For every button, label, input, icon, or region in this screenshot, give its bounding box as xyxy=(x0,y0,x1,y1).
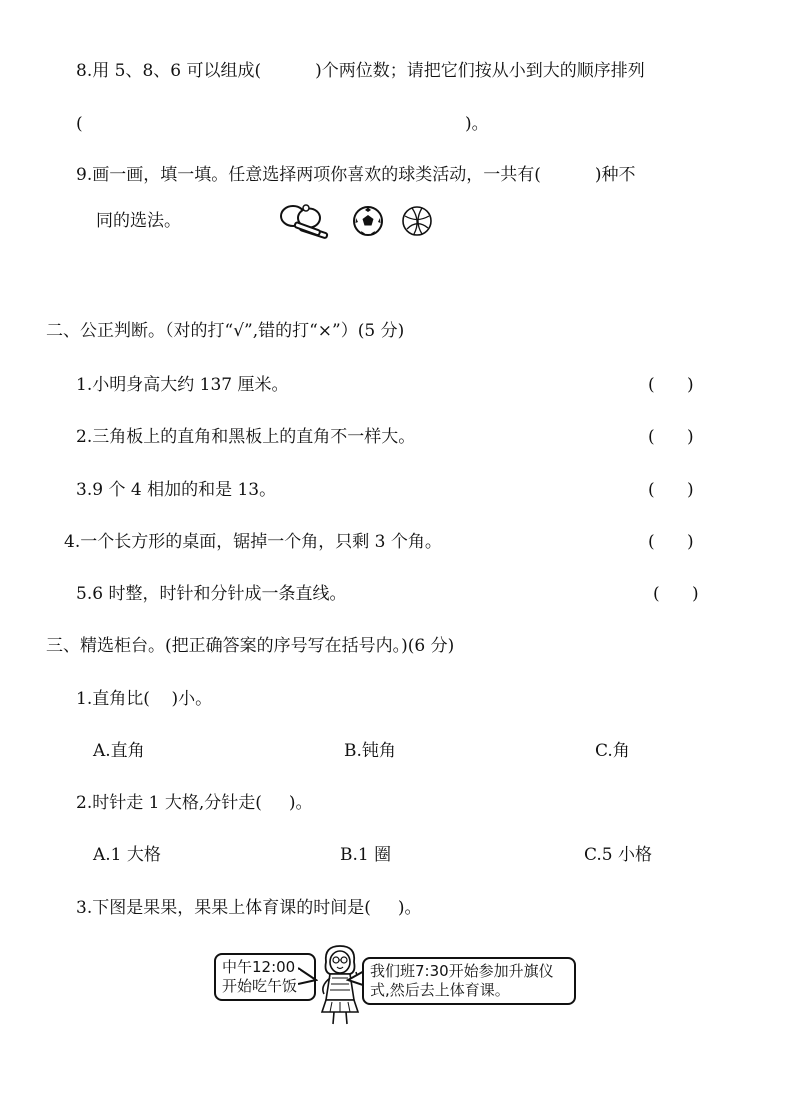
judge-item-5: 5.6 时整，时针和分针成一条直线。 xyxy=(76,584,347,604)
question-9-line-1: 9.画一画，填一填。任意选择两项你喜欢的球类活动，一共有( )种不 xyxy=(76,165,636,185)
choose-question-3: 3.下图是果果，果果上体育课的时间是( )。 xyxy=(76,898,422,918)
speech-bubble-lunch-line-1: 中午12:00 xyxy=(222,958,296,976)
choose-q2-option-b: B.1 圈 xyxy=(340,845,392,865)
speech-bubble-flag-line-1: 我们班7:30开始参加升旗仪 xyxy=(370,962,554,980)
choose-q2-option-c: C.5 小格 xyxy=(584,845,653,865)
judge-item-2-answer-blank: ( ) xyxy=(648,427,694,447)
judge-item-1-answer-blank: ( ) xyxy=(648,375,694,395)
judge-item-3-answer-blank: ( ) xyxy=(648,480,694,500)
judge-item-3: 3.9 个 4 相加的和是 13。 xyxy=(76,480,277,500)
question-8-answer-open-paren: ( xyxy=(76,114,83,134)
choose-q2-option-a: A.1 大格 xyxy=(93,845,161,865)
speech-bubble-flag-ceremony xyxy=(362,957,576,1005)
section-2-heading: 二、公正判断。（对的打“√”,错的打“×”）(5 分) xyxy=(46,321,405,341)
section-3-heading: 三、精选柜台。(把正确答案的序号写在括号内。)(6 分) xyxy=(46,636,455,656)
speech-bubble-flag-line-2: 式,然后去上体育课。 xyxy=(370,981,510,999)
choose-question-1: 1.直角比( )小。 xyxy=(76,689,213,709)
choose-q1-option-b: B.钝角 xyxy=(344,741,396,761)
judge-item-4: 4.一个长方形的桌面，锯掉一个角，只剩 3 个角。 xyxy=(64,532,442,552)
question-8-answer-close-paren: )。 xyxy=(465,114,489,134)
choose-question-2: 2.时针走 1 大格,分针走( )。 xyxy=(76,793,313,813)
basketball-icon xyxy=(401,205,433,237)
judge-item-4-answer-blank: ( ) xyxy=(648,532,694,552)
question-8-line-1: 8.用 5、8、6 可以组成( )个两位数；请把它们按从小到大的顺序排列 xyxy=(76,61,645,81)
judge-item-2: 2.三角板上的直角和黑板上的直角不一样大。 xyxy=(76,427,416,447)
soccer-ball-icon xyxy=(352,205,384,237)
ping-pong-paddles-icon xyxy=(276,203,338,239)
speech-bubble-lunch-line-2: 开始吃午饭 xyxy=(222,977,298,995)
question-9-line-2: 同的选法。 xyxy=(96,211,181,231)
judge-item-5-answer-blank: ( ) xyxy=(653,584,699,604)
judge-item-1: 1.小明身高大约 137 厘米。 xyxy=(76,375,289,395)
choose-q1-option-a: A.直角 xyxy=(93,741,145,761)
choose-q1-option-c: C.角 xyxy=(595,741,630,761)
